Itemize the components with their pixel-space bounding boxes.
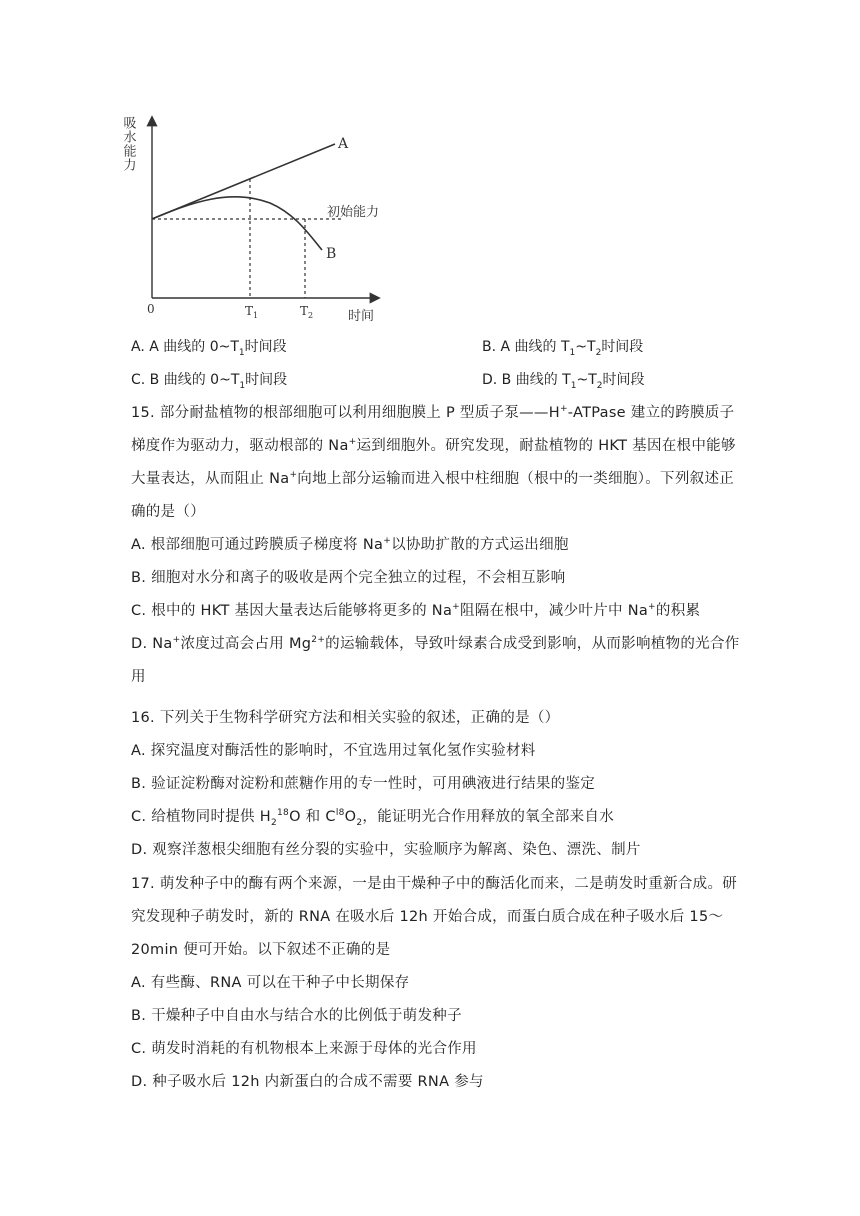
q14-option-a: A. A 曲线的 $0\sim T_1$时间段 bbox=[131, 339, 287, 358]
curve-b bbox=[152, 197, 322, 250]
question-17 bbox=[131, 868, 741, 1099]
q16-stem: 16. 下列关于生物科学研究方法和相关实验的叙述，正确的是（） bbox=[131, 710, 560, 726]
q15-option-d: D. Na+浓度过高会占用 $Mg^{2+}$的运输载体，导致叶绿素合成受到影响，从而影响植物的光合作用 bbox=[131, 635, 740, 685]
q15-option-b: B. 细胞对水分和离子的吸收是两个完全独立的过程，不会相互影响 bbox=[131, 570, 566, 586]
q17-stem: 17. 萌发种子中的酶有两个来源，一是由干燥种子中的酶活化而来，二是萌发时重新合成。研究发现种子萌发时，新的 RNA 在吸水后 12h 开始合成，而蛋白质合成在种子吸水后 15～20min 便可开始。以下叙述不正确的是 bbox=[131, 876, 738, 958]
q14-option-d: D. B 曲线的 $T_1\sim T_2$时间段 bbox=[482, 372, 645, 391]
question-15 bbox=[131, 397, 741, 694]
q16-option-c: C. 给植物同时提供 $H_2^{18}O$ 和 $C^{l8}O_2$，能证明光合作用释放的氧全部来自水 bbox=[131, 808, 615, 828]
t2-label: $T_2$ bbox=[300, 304, 314, 320]
t1-label: $T_1$ bbox=[245, 304, 259, 320]
q14-option-b: B. A 曲线的 $T_1\sim T_2$时间段 bbox=[482, 339, 644, 358]
y-axis-label: 吸水能力 bbox=[120, 116, 136, 172]
origin-label: 0 bbox=[147, 302, 155, 316]
q14-option-c: C. B 曲线的 $0\sim T_1$时间段 bbox=[131, 372, 288, 391]
x-axis-label: 时间 bbox=[348, 309, 375, 324]
q15-option-c: C. 根中的 HKT 基因大量表达后能够将更多的 Na+阻隔在根中，减少叶片中 Na+的积累 bbox=[131, 602, 701, 619]
q17-option-d: D. 种子吸水后 12h 内新蛋白的合成不需要 RNA 参与 bbox=[131, 1074, 484, 1090]
q17-option-b: B. 干燥种子中自由水与结合水的比例低于萌发种子 bbox=[131, 1008, 462, 1024]
curve-b-label: B bbox=[326, 246, 337, 262]
q17-option-a: A. 有些酶、RNA 可以在干种子中长期保存 bbox=[131, 975, 410, 991]
question-16 bbox=[131, 702, 741, 867]
q15-stem: 15. 部分耐盐植物的根部细胞可以利用细胞膜上 P 型质子泵——H+-ATPase 建立的跨膜质子梯度作为驱动力，驱动根部的 Na+运到细胞外。研究发现，耐盐植物的 HKT 基因在根中能够大量表达，从而阻止 Na+向地上部分运输而进入根中柱细胞（根中的一类细胞）。下列叙述正确的是（） bbox=[131, 404, 736, 520]
q17-option-c: C. 萌发时消耗的有机物根本上来源于母体的光合作用 bbox=[131, 1041, 477, 1057]
q16-option-b: B. 验证淀粉酶对淀粉和蔗糖作用的专一性时，可用碘液进行结果的鉴定 bbox=[131, 776, 596, 792]
baseline-label: 初始能力 bbox=[327, 205, 380, 220]
q16-option-a: A. 探究温度对酶活性的影响时，不宜选用过氧化氢作实验材料 bbox=[131, 743, 536, 759]
water-absorption-figure bbox=[120, 108, 400, 330]
curve-a-label: A bbox=[338, 136, 349, 152]
figure-svg bbox=[120, 108, 400, 330]
q16-option-d: D. 观察洋葱根尖细胞有丝分裂的实验中，实验顺序为解离、染色、漂洗、制片 bbox=[131, 842, 641, 858]
q15-option-a: A. 根部细胞可通过跨膜质子梯度将 Na+以协助扩散的方式运出细胞 bbox=[131, 536, 569, 553]
